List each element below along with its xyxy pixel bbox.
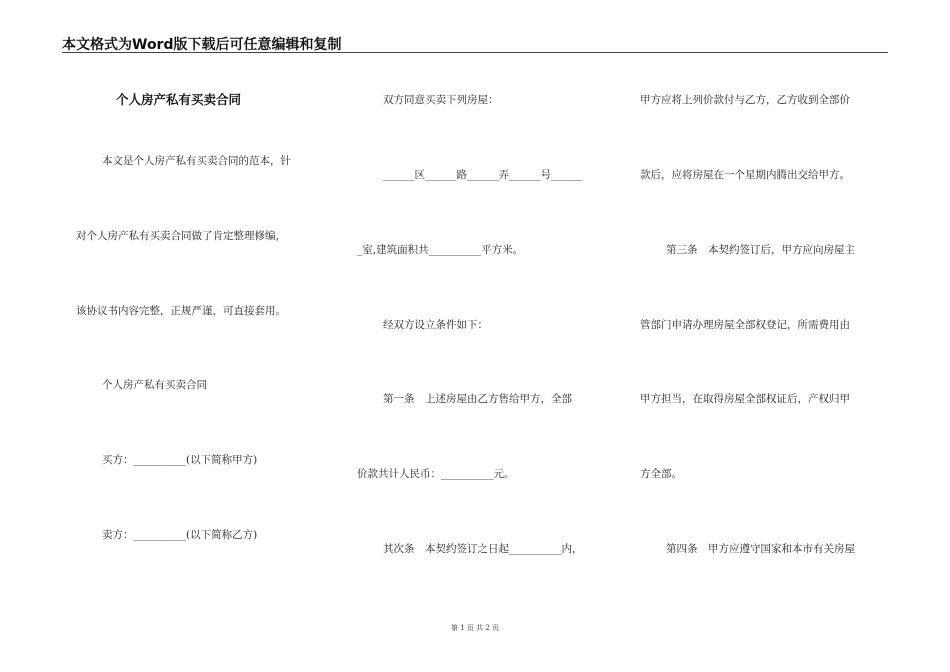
buyer-line: 买方：__________(以下简称甲方) [102,454,258,466]
article-2-line: 其次条 本契约签订之日起__________内， [383,543,583,555]
text-column-1 [76,0,330,672]
paragraph-line: 本文是个人房产私有买卖合同的范本，针 [102,155,291,167]
price-line: 价款共计人民币：__________元。 [357,468,515,480]
contract-title: 个人房产私有买卖合同 [116,92,242,107]
text-column-2 [357,0,617,672]
seller-line: 卖方：__________(以下简称乙方) [102,529,258,541]
paragraph-line: 甲方担当，在取得房屋全部权证后，产权归甲 [640,393,850,405]
contract-subtitle: 个人房产私有买卖合同 [102,379,207,391]
document-header-title: 本文格式为Word版下载后可任意编辑和复制 [62,37,342,53]
article-1-line: 第一条 上述房屋由乙方售给甲方，全部 [383,393,572,405]
paragraph-line: 双方同意买卖下列房屋： [383,94,499,106]
text-column-3 [640,0,882,672]
address-line: ______区______路______弄______号______ [383,169,583,181]
paragraph-line: 管部门申请办理房屋全部权登记，所需费用由 [640,319,850,331]
paragraph-line: 经双方设立条件如下： [383,319,488,331]
page-number: 第 1 页 共 2 页 [450,624,500,632]
area-line: _室,建筑面积共__________平方米。 [357,244,524,256]
paragraph-line: 甲方应将上列价款付与乙方，乙方收到全部价 [640,94,850,106]
article-4-line: 第四条 甲方应遵守国家和本市有关房屋 [666,543,855,555]
paragraph-line: 方全部。 [640,468,682,480]
paragraph-line: 款后，应将房屋在一个星期内腾出交给甲方。 [640,169,850,181]
paragraph-line: 该协议书内容完整，正规严谨，可直接套用。 [76,305,286,317]
paragraph-line: 对个人房产私有买卖合同做了肯定整理修编， [76,230,286,242]
article-3-line: 第三条 本契约签订后，甲方应向房屋主 [666,244,855,256]
